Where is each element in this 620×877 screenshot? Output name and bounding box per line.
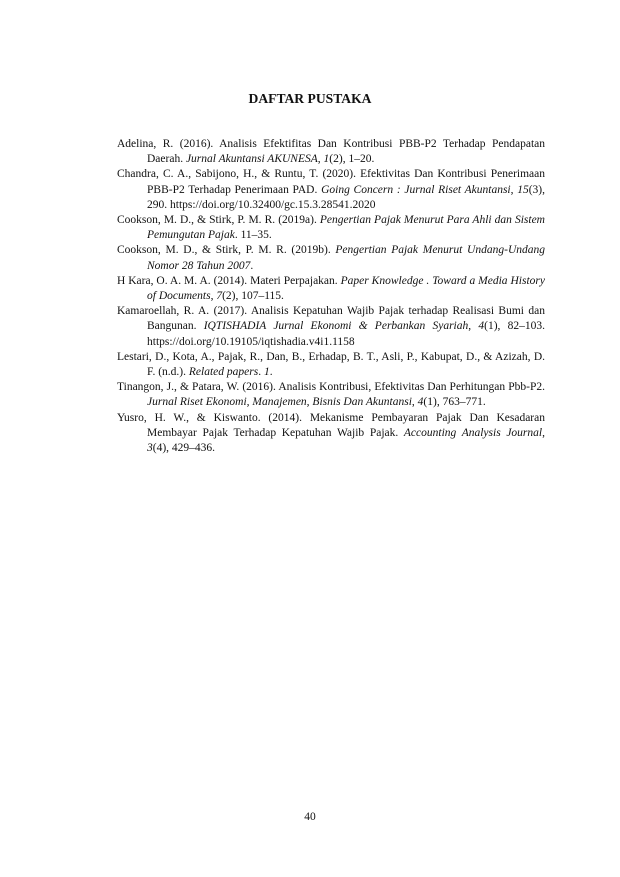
reference-item [117, 274, 545, 304]
ref-source: IQTISHADIA Jurnal Ekonomi & Perbankan Syariah [203, 320, 469, 333]
ref-source: Jurnal Riset Ekonomi, Manajemen, Bisnis Dan Akuntansi [147, 396, 412, 409]
reference-item [117, 213, 545, 243]
ref-text: Cookson, M. D., & Stirk, P. M. R. (2019b). [117, 244, 336, 257]
ref-text: Adelina, R. (2016). Analisis Efektifitas Dan Kontribusi PBB-P2 Terhadap Pendapatan Daerah. [117, 138, 545, 166]
ref-text: Kamaroellah, R. A. (2017). Analisis Kepatuhan Wajib Pajak terhadap Realisasi Bumi dan Bangunan. [117, 305, 545, 333]
ref-volume: 1 [323, 153, 330, 166]
page-number: 40 [304, 811, 316, 823]
ref-volume: 4 [478, 320, 485, 333]
ref-source: Paper Knowledge . Toward a Media History of Documents [147, 274, 545, 303]
ref-text: Chandra, C. A., Sabijono, H., & Runtu, T. (2020). Efektivitas Dan Kontribusi Penerimaan PBB-P2 Terhadap Penerimaan PAD. [117, 168, 545, 196]
ref-text: , [411, 396, 418, 409]
ref-text: Lestari, D., Kota, A., Pajak, R., Dan, B., Erhadap, B. T., Asli, P., Kabupat, D., & Azizah, D. F. (n.d.). [117, 350, 545, 379]
ref-source: Going Concern : Jurnal Riset Akuntansi [321, 183, 511, 196]
ref-text: (4), 429–436. [152, 442, 216, 455]
page-title: DAFTAR PUSTAKA [248, 91, 372, 106]
ref-text: . [258, 366, 264, 379]
reference-item [117, 411, 545, 457]
reference-item [117, 137, 545, 167]
reference-item [117, 243, 545, 273]
ref-text: , [317, 153, 324, 166]
ref-source: Related papers [188, 366, 259, 379]
ref-volume: 1 [263, 366, 270, 379]
ref-volume: 4 [417, 396, 424, 409]
ref-text: . [250, 259, 254, 272]
reference-item [117, 380, 545, 410]
reference-list [117, 137, 545, 456]
ref-volume: 7 [216, 290, 223, 303]
ref-source: Accounting Analysis Journal [403, 426, 543, 439]
ref-volume: 15 [517, 183, 529, 196]
ref-text: , [468, 320, 479, 333]
ref-text: (1), 82–103. https://doi.org/10.19105/iqtishadia.v4i1.1158 [147, 320, 545, 348]
ref-text: (2), 1–20. [329, 153, 375, 166]
ref-text: , [542, 426, 545, 439]
ref-source: Jurnal Akuntansi AKUNESA [185, 153, 318, 166]
ref-text: , [210, 290, 217, 303]
ref-source: Pengertian Pajak Menurut Undang-Undang Nomor 28 Tahun 2007 [147, 244, 545, 272]
ref-text: Tinangon, J., & Patara, W. (2016). Analisis Kontribusi, Efektivitas Dan Perhitungan Pbb-P2. [117, 381, 545, 394]
ref-text: Cookson, M. D., & Stirk, P. M. R. (2019a). [117, 214, 320, 227]
reference-item [117, 167, 545, 213]
reference-item [117, 304, 545, 350]
reference-item [117, 350, 545, 380]
ref-text: . 11–35. [234, 229, 272, 242]
ref-text: Yusro, H. W., & Kiswanto. (2014). Mekanisme Pembayaran Pajak Dan Kesadaran Membayar Pajak Terhadap Kepatuhan Wajib Pajak. [117, 411, 545, 439]
ref-text: H Kara, O. A. M. A. (2014). Materi Perpajakan. [117, 274, 341, 287]
ref-text: (2), 107–115. [222, 290, 284, 303]
ref-text: , [510, 183, 518, 196]
ref-source: Pengertian Pajak Menurut Para Ahli dan Sistem Pemungutan Pajak [147, 214, 545, 242]
ref-text: (3), 290. https://doi.org/10.32400/gc.15.3.28541.2020 [147, 183, 546, 211]
ref-text: (1), 763–771. [423, 396, 486, 409]
ref-volume: 3 [147, 442, 153, 455]
ref-text: . [269, 366, 273, 379]
